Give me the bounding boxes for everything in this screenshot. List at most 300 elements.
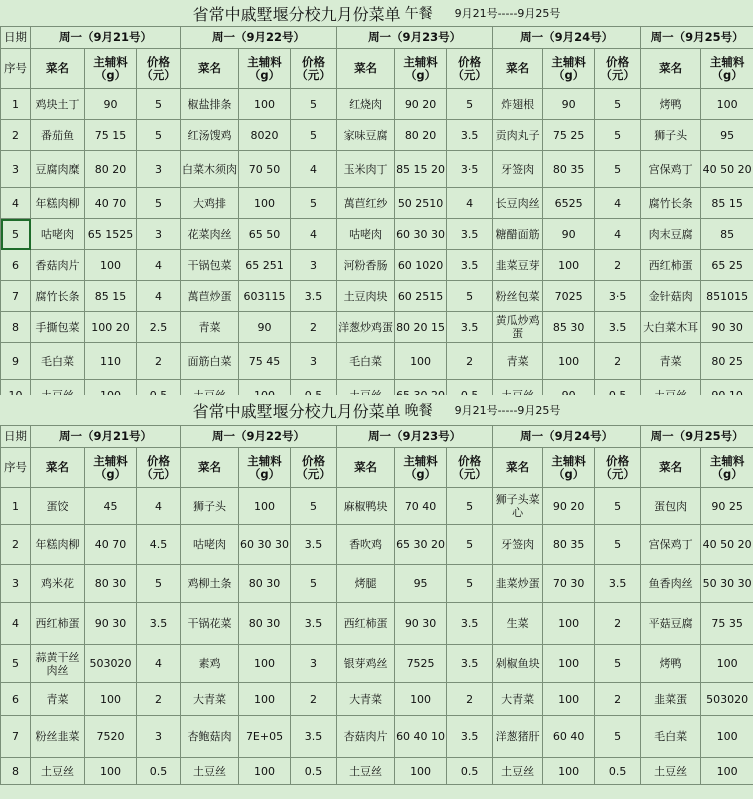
- price-cell[interactable]: 0.5: [291, 758, 337, 785]
- price-cell[interactable]: 2: [595, 343, 641, 380]
- ingredient-cell[interactable]: 65 251: [239, 250, 291, 281]
- price-cell[interactable]: 5: [595, 151, 641, 188]
- ingredient-cell[interactable]: 85 15: [701, 188, 753, 219]
- dish-cell[interactable]: 杏鲍菇肉: [181, 716, 239, 758]
- col-dish-header[interactable]: 菜名: [641, 448, 701, 488]
- col-dish-header[interactable]: 菜名: [31, 49, 85, 89]
- price-cell[interactable]: 5: [595, 525, 641, 565]
- ingredient-cell[interactable]: 100 20: [85, 312, 137, 343]
- col-price-header[interactable]: 价格（元）: [595, 448, 641, 488]
- ingredient-cell[interactable]: 65 25: [701, 250, 753, 281]
- col-ingredient-header[interactable]: 主辅料（g）: [543, 49, 595, 89]
- dish-cell[interactable]: 红烧肉: [337, 89, 395, 120]
- ingredient-cell[interactable]: 100: [701, 716, 753, 758]
- dish-cell[interactable]: 烤鸭: [641, 89, 701, 120]
- dish-cell[interactable]: 西红柿蛋: [337, 603, 395, 645]
- col-dish-header[interactable]: 菜名: [337, 49, 395, 89]
- seq-label[interactable]: 序号: [1, 49, 31, 89]
- col-dish-header[interactable]: 菜名: [641, 49, 701, 89]
- ingredient-cell[interactable]: 80 20: [395, 120, 447, 151]
- date-label[interactable]: 日期: [1, 426, 31, 448]
- price-cell[interactable]: 3.5: [137, 603, 181, 645]
- ingredient-cell[interactable]: 603115: [239, 281, 291, 312]
- ingredient-cell[interactable]: 85 15: [85, 281, 137, 312]
- dish-cell[interactable]: 干锅花菜: [181, 603, 239, 645]
- ingredient-cell[interactable]: 95: [701, 120, 753, 151]
- dish-cell[interactable]: 鱼香肉丝: [641, 565, 701, 603]
- row-number[interactable]: 7: [1, 281, 31, 312]
- ingredient-cell[interactable]: 70 50: [239, 151, 291, 188]
- ingredient-cell[interactable]: 80 20: [85, 151, 137, 188]
- dish-cell[interactable]: 蛋包肉: [641, 488, 701, 525]
- row-number[interactable]: 8: [1, 758, 31, 785]
- dish-cell[interactable]: 毛白菜: [31, 343, 85, 380]
- lunch-table: [0, 26, 753, 411]
- ingredient-cell[interactable]: 50 30 30: [701, 565, 753, 603]
- row-number[interactable]: 4: [1, 603, 31, 645]
- dish-cell[interactable]: 玉米肉丁: [337, 151, 395, 188]
- dish-cell[interactable]: 大青菜: [493, 683, 543, 716]
- dish-cell[interactable]: 狮子头菜心: [493, 488, 543, 525]
- price-cell[interactable]: 5: [447, 525, 493, 565]
- ingredient-cell[interactable]: 40 70: [85, 525, 137, 565]
- price-cell[interactable]: 5: [595, 89, 641, 120]
- dish-cell[interactable]: 土豆丝: [337, 758, 395, 785]
- ingredient-cell[interactable]: 7025: [543, 281, 595, 312]
- ingredient-cell[interactable]: 60 30 30: [239, 525, 291, 565]
- price-cell[interactable]: 3: [137, 716, 181, 758]
- dish-cell[interactable]: 家味豆腐: [337, 120, 395, 151]
- dish-cell[interactable]: 狮子头: [181, 488, 239, 525]
- day-header[interactable]: 周一（9月22号）: [181, 426, 337, 448]
- dish-cell[interactable]: 韭菜蛋: [641, 683, 701, 716]
- ingredient-cell[interactable]: 75 35: [701, 603, 753, 645]
- col-ingredient-header[interactable]: 主辅料（g）: [701, 448, 753, 488]
- price-cell[interactable]: 4: [137, 488, 181, 525]
- ingredient-cell[interactable]: 60 40 10: [395, 716, 447, 758]
- day-header[interactable]: 周一（9月22号）: [181, 27, 337, 49]
- row-number[interactable]: 1: [1, 488, 31, 525]
- dish-cell[interactable]: 萬苣炒蛋: [181, 281, 239, 312]
- price-cell[interactable]: 5: [595, 645, 641, 683]
- dish-cell[interactable]: 牙签肉: [493, 525, 543, 565]
- dish-cell[interactable]: 剁椒鱼块: [493, 645, 543, 683]
- price-cell[interactable]: 3.5: [447, 120, 493, 151]
- ingredient-cell[interactable]: 90 30: [395, 603, 447, 645]
- dish-cell[interactable]: 素鸡: [181, 645, 239, 683]
- ingredient-cell[interactable]: 90: [543, 89, 595, 120]
- ingredient-cell[interactable]: 80 30: [239, 565, 291, 603]
- dish-cell[interactable]: 鸡柳土条: [181, 565, 239, 603]
- dish-cell[interactable]: 生菜: [493, 603, 543, 645]
- price-cell[interactable]: 5: [137, 565, 181, 603]
- price-cell[interactable]: 3.5: [447, 603, 493, 645]
- date-label[interactable]: 日期: [1, 27, 31, 49]
- ingredient-cell[interactable]: 80 30: [85, 565, 137, 603]
- ingredient-cell[interactable]: 100: [543, 603, 595, 645]
- col-dish-header[interactable]: 菜名: [181, 448, 239, 488]
- dish-cell[interactable]: 椒盐排条: [181, 89, 239, 120]
- dish-cell[interactable]: 大青菜: [337, 683, 395, 716]
- dish-cell[interactable]: 狮子头: [641, 120, 701, 151]
- price-cell[interactable]: 3.5: [595, 565, 641, 603]
- dish-cell[interactable]: 年糕肉柳: [31, 525, 85, 565]
- row-number[interactable]: 2: [1, 525, 31, 565]
- ingredient-cell[interactable]: 100: [85, 758, 137, 785]
- dish-cell[interactable]: 糖醋面筋: [493, 219, 543, 250]
- row-number[interactable]: 6: [1, 683, 31, 716]
- price-cell[interactable]: 4: [137, 645, 181, 683]
- price-cell[interactable]: 5: [137, 120, 181, 151]
- col-ingredient-header[interactable]: 主辅料（g）: [543, 448, 595, 488]
- row-number[interactable]: 7: [1, 716, 31, 758]
- dish-cell[interactable]: 土豆肉块: [337, 281, 395, 312]
- ingredient-cell[interactable]: 7E+05: [239, 716, 291, 758]
- ingredient-cell[interactable]: 60 40: [543, 716, 595, 758]
- dish-cell[interactable]: 麻椒鸭块: [337, 488, 395, 525]
- price-cell[interactable]: 5: [447, 281, 493, 312]
- ingredient-cell[interactable]: 60 1020: [395, 250, 447, 281]
- ingredient-cell[interactable]: 80 20 15: [395, 312, 447, 343]
- ingredient-cell[interactable]: 503020: [701, 683, 753, 716]
- dish-cell[interactable]: 腐竹长条: [31, 281, 85, 312]
- dish-cell[interactable]: 韭菜炒蛋: [493, 565, 543, 603]
- seq-label[interactable]: 序号: [1, 448, 31, 488]
- price-cell[interactable]: 5: [447, 565, 493, 603]
- dish-cell[interactable]: 烤鸭: [641, 645, 701, 683]
- table-row: [1, 120, 753, 151]
- dish-cell[interactable]: 青菜: [493, 343, 543, 380]
- price-cell[interactable]: 5: [447, 488, 493, 525]
- ingredient-cell[interactable]: 40 70: [85, 188, 137, 219]
- row-number[interactable]: 4: [1, 188, 31, 219]
- ingredient-cell[interactable]: 90 25: [701, 488, 753, 525]
- dish-cell[interactable]: 花菜肉丝: [181, 219, 239, 250]
- ingredient-cell[interactable]: 100: [701, 645, 753, 683]
- dish-cell[interactable]: 鸡块土丁: [31, 89, 85, 120]
- col-price-header[interactable]: 价格（元）: [137, 448, 181, 488]
- price-cell[interactable]: 2: [447, 683, 493, 716]
- dish-cell[interactable]: 白菜木须肉: [181, 151, 239, 188]
- ingredient-cell[interactable]: 100: [543, 645, 595, 683]
- dish-cell[interactable]: 炸翅根: [493, 89, 543, 120]
- dish-cell[interactable]: 毛白菜: [641, 716, 701, 758]
- dish-cell[interactable]: 手撕包菜: [31, 312, 85, 343]
- ingredient-cell[interactable]: 7520: [85, 716, 137, 758]
- price-cell[interactable]: 5: [595, 716, 641, 758]
- col-dish-header[interactable]: 菜名: [493, 49, 543, 89]
- col-ingredient-header[interactable]: 主辅料（g）: [395, 49, 447, 89]
- col-price-header[interactable]: 价格（元）: [595, 49, 641, 89]
- ingredient-cell[interactable]: 100: [543, 683, 595, 716]
- price-cell[interactable]: 5: [291, 188, 337, 219]
- ingredient-cell[interactable]: 65 50: [239, 219, 291, 250]
- price-cell[interactable]: 5: [137, 89, 181, 120]
- col-dish-header[interactable]: 菜名: [31, 448, 85, 488]
- dish-cell[interactable]: 鸡米花: [31, 565, 85, 603]
- dish-cell[interactable]: 洋葱猪肝: [493, 716, 543, 758]
- row-number[interactable]: 3: [1, 151, 31, 188]
- price-cell[interactable]: 2: [447, 343, 493, 380]
- row-number[interactable]: 3: [1, 565, 31, 603]
- dish-cell[interactable]: 粉丝包菜: [493, 281, 543, 312]
- dish-cell[interactable]: 豆腐肉糜: [31, 151, 85, 188]
- dish-cell[interactable]: 咕咾肉: [181, 525, 239, 565]
- dish-cell[interactable]: 洋葱炒鸡蛋: [337, 312, 395, 343]
- price-cell[interactable]: 3.5: [291, 716, 337, 758]
- ingredient-cell[interactable]: 100: [701, 89, 753, 120]
- dish-cell[interactable]: 宫保鸡丁: [641, 525, 701, 565]
- ingredient-cell[interactable]: 90: [543, 219, 595, 250]
- ingredient-cell[interactable]: 65 30 20: [395, 525, 447, 565]
- ingredient-cell[interactable]: 851015: [701, 281, 753, 312]
- ingredient-cell[interactable]: 50 2510: [395, 188, 447, 219]
- day-header[interactable]: 周一（9月25号）: [641, 27, 753, 49]
- row-number[interactable]: 5: [1, 219, 31, 250]
- dish-cell[interactable]: 腐竹长条: [641, 188, 701, 219]
- dish-cell[interactable]: 西红柿蛋: [641, 250, 701, 281]
- ingredient-cell[interactable]: 75 45: [239, 343, 291, 380]
- price-cell[interactable]: 3.5: [447, 716, 493, 758]
- price-cell[interactable]: 2: [291, 312, 337, 343]
- dish-cell[interactable]: 粉丝韭菜: [31, 716, 85, 758]
- ingredient-cell[interactable]: 100: [85, 250, 137, 281]
- ingredient-cell[interactable]: 80 25: [701, 343, 753, 380]
- price-cell[interactable]: 2: [137, 343, 181, 380]
- dish-cell[interactable]: 西红柿蛋: [31, 603, 85, 645]
- dish-cell[interactable]: 长豆肉丝: [493, 188, 543, 219]
- price-cell[interactable]: 2: [291, 683, 337, 716]
- price-cell[interactable]: 3.5: [447, 250, 493, 281]
- dish-cell[interactable]: 年糕肉柳: [31, 188, 85, 219]
- ingredient-cell[interactable]: 45: [85, 488, 137, 525]
- ingredient-cell[interactable]: 85 15 20: [395, 151, 447, 188]
- ingredient-cell[interactable]: 100: [395, 343, 447, 380]
- ingredient-cell[interactable]: 100: [239, 758, 291, 785]
- col-price-header[interactable]: 价格（元）: [447, 448, 493, 488]
- day-header[interactable]: 周一（9月24号）: [493, 426, 641, 448]
- price-cell[interactable]: 3: [291, 250, 337, 281]
- dish-cell[interactable]: 烤腿: [337, 565, 395, 603]
- dish-cell[interactable]: 萬苣红纱: [337, 188, 395, 219]
- col-ingredient-header[interactable]: 主辅料（g）: [85, 49, 137, 89]
- dish-cell[interactable]: 青菜: [641, 343, 701, 380]
- price-cell[interactable]: 4: [137, 250, 181, 281]
- ingredient-cell[interactable]: 100: [543, 758, 595, 785]
- dish-cell[interactable]: 黄瓜炒鸡蛋: [493, 312, 543, 343]
- price-cell[interactable]: 5: [447, 89, 493, 120]
- dish-cell[interactable]: 土豆丝: [31, 758, 85, 785]
- ingredient-cell[interactable]: 100: [239, 488, 291, 525]
- price-cell[interactable]: 3.5: [291, 281, 337, 312]
- price-cell[interactable]: 5: [291, 89, 337, 120]
- price-cell[interactable]: 2: [595, 250, 641, 281]
- dish-cell[interactable]: 青菜: [181, 312, 239, 343]
- col-ingredient-header[interactable]: 主辅料（g）: [395, 448, 447, 488]
- ingredient-cell[interactable]: 100: [701, 758, 753, 785]
- ingredient-cell[interactable]: 6525: [543, 188, 595, 219]
- dish-cell[interactable]: 大青菜: [181, 683, 239, 716]
- price-cell[interactable]: 3.5: [595, 312, 641, 343]
- dish-cell[interactable]: 金针菇肉: [641, 281, 701, 312]
- price-cell[interactable]: 4: [137, 281, 181, 312]
- row-number[interactable]: 9: [1, 343, 31, 380]
- dish-cell[interactable]: 番茄鱼: [31, 120, 85, 151]
- price-cell[interactable]: 4: [291, 219, 337, 250]
- ingredient-cell[interactable]: 100: [395, 758, 447, 785]
- price-cell[interactable]: 3·5: [447, 151, 493, 188]
- ingredient-cell[interactable]: 90: [239, 312, 291, 343]
- price-cell[interactable]: 4: [595, 188, 641, 219]
- dish-cell[interactable]: 贡肉丸子: [493, 120, 543, 151]
- price-cell[interactable]: 4.5: [137, 525, 181, 565]
- dish-cell[interactable]: 银芽鸡丝: [337, 645, 395, 683]
- row-number[interactable]: 5: [1, 645, 31, 683]
- col-price-header[interactable]: 价格（元）: [137, 49, 181, 89]
- price-cell[interactable]: 5: [291, 488, 337, 525]
- col-ingredient-header[interactable]: 主辅料（g）: [85, 448, 137, 488]
- ingredient-cell[interactable]: 110: [85, 343, 137, 380]
- day-header[interactable]: 周一（9月23号）: [337, 27, 493, 49]
- ingredient-cell[interactable]: 90: [85, 89, 137, 120]
- price-cell[interactable]: 4: [595, 219, 641, 250]
- price-cell[interactable]: 0.5: [447, 758, 493, 785]
- col-dish-header[interactable]: 菜名: [181, 49, 239, 89]
- price-cell[interactable]: 3.5: [447, 645, 493, 683]
- col-price-header[interactable]: 价格（元）: [291, 49, 337, 89]
- ingredient-cell[interactable]: 100: [85, 683, 137, 716]
- dish-cell[interactable]: 大白菜木耳: [641, 312, 701, 343]
- price-cell[interactable]: 3.5: [447, 219, 493, 250]
- ingredient-cell[interactable]: 90 20: [543, 488, 595, 525]
- price-cell[interactable]: 2: [137, 683, 181, 716]
- ingredient-cell[interactable]: 100: [239, 683, 291, 716]
- day-header[interactable]: 周一（9月24号）: [493, 27, 641, 49]
- dish-cell[interactable]: 青菜: [31, 683, 85, 716]
- price-cell[interactable]: 3.5: [291, 603, 337, 645]
- dish-cell[interactable]: 平菇豆腐: [641, 603, 701, 645]
- row-number[interactable]: 1: [1, 89, 31, 120]
- price-cell[interactable]: 5: [291, 120, 337, 151]
- dish-cell[interactable]: 干锅包菜: [181, 250, 239, 281]
- row-number[interactable]: 6: [1, 250, 31, 281]
- col-price-header[interactable]: 价格（元）: [291, 448, 337, 488]
- dish-cell[interactable]: 土豆丝: [181, 758, 239, 785]
- price-cell[interactable]: 5: [595, 120, 641, 151]
- ingredient-cell[interactable]: 100: [395, 683, 447, 716]
- dish-cell[interactable]: 面筋白菜: [181, 343, 239, 380]
- day-header[interactable]: 周一（9月21号）: [31, 426, 181, 448]
- price-cell[interactable]: 4: [447, 188, 493, 219]
- day-header[interactable]: 周一（9月25号）: [641, 426, 753, 448]
- price-cell[interactable]: 2: [595, 603, 641, 645]
- dish-cell[interactable]: 蛋饺: [31, 488, 85, 525]
- price-cell[interactable]: 3: [137, 219, 181, 250]
- ingredient-cell[interactable]: 65 1525: [85, 219, 137, 250]
- price-cell[interactable]: 3: [137, 151, 181, 188]
- ingredient-cell[interactable]: 95: [395, 565, 447, 603]
- dish-cell[interactable]: 香吹鸡: [337, 525, 395, 565]
- col-dish-header[interactable]: 菜名: [493, 448, 543, 488]
- dish-cell[interactable]: 红汤馊鸡: [181, 120, 239, 151]
- dish-cell[interactable]: 毛白菜: [337, 343, 395, 380]
- price-cell[interactable]: 5: [291, 565, 337, 603]
- dish-cell[interactable]: 蒜黄干丝肉丝: [31, 645, 85, 683]
- ingredient-cell[interactable]: 80 30: [239, 603, 291, 645]
- price-cell[interactable]: 3.5: [447, 312, 493, 343]
- price-cell[interactable]: 0.5: [137, 758, 181, 785]
- ingredient-cell[interactable]: 60 2515: [395, 281, 447, 312]
- price-cell[interactable]: 3: [291, 343, 337, 380]
- dish-cell[interactable]: 牙签肉: [493, 151, 543, 188]
- price-cell[interactable]: 3: [291, 645, 337, 683]
- ingredient-cell[interactable]: 100: [543, 343, 595, 380]
- dish-cell[interactable]: 香菇肉片: [31, 250, 85, 281]
- ingredient-cell[interactable]: 85 30: [543, 312, 595, 343]
- price-cell[interactable]: 2.5: [137, 312, 181, 343]
- price-cell[interactable]: 3·5: [595, 281, 641, 312]
- col-ingredient-header[interactable]: 主辅料（g）: [239, 448, 291, 488]
- col-dish-header[interactable]: 菜名: [337, 448, 395, 488]
- dish-cell[interactable]: 土豆丝: [641, 758, 701, 785]
- ingredient-cell[interactable]: 100: [239, 188, 291, 219]
- dish-cell[interactable]: 咕咾肉: [337, 219, 395, 250]
- ingredient-cell[interactable]: 40 50 20: [701, 525, 753, 565]
- ingredient-cell[interactable]: 8020: [239, 120, 291, 151]
- price-cell[interactable]: 2: [595, 683, 641, 716]
- dish-cell[interactable]: 韭菜豆芽: [493, 250, 543, 281]
- ingredient-cell[interactable]: 90 30: [701, 312, 753, 343]
- table-row: [1, 565, 753, 603]
- col-ingredient-header[interactable]: 主辅料（g）: [701, 49, 753, 89]
- ingredient-cell[interactable]: 80 35: [543, 151, 595, 188]
- ingredient-cell[interactable]: 100: [543, 250, 595, 281]
- ingredient-cell[interactable]: 40 50 20: [701, 151, 753, 188]
- ingredient-cell[interactable]: 100: [239, 645, 291, 683]
- col-price-header[interactable]: 价格（元）: [447, 49, 493, 89]
- row-number[interactable]: 8: [1, 312, 31, 343]
- day-header[interactable]: 周一（9月23号）: [337, 426, 493, 448]
- price-cell[interactable]: 5: [595, 488, 641, 525]
- ingredient-cell[interactable]: 7525: [395, 645, 447, 683]
- ingredient-cell[interactable]: 70 40: [395, 488, 447, 525]
- price-cell[interactable]: 4: [291, 151, 337, 188]
- col-ingredient-header[interactable]: 主辅料（g）: [239, 49, 291, 89]
- dish-cell[interactable]: 咕咾肉: [31, 219, 85, 250]
- ingredient-cell[interactable]: 100: [239, 89, 291, 120]
- price-cell[interactable]: 3.5: [291, 525, 337, 565]
- ingredient-cell[interactable]: 90 30: [85, 603, 137, 645]
- ingredient-cell[interactable]: 60 30 30: [395, 219, 447, 250]
- ingredient-cell[interactable]: 85: [701, 219, 753, 250]
- ingredient-cell[interactable]: 75 15: [85, 120, 137, 151]
- dish-cell[interactable]: 杏菇肉片: [337, 716, 395, 758]
- ingredient-cell[interactable]: 75 25: [543, 120, 595, 151]
- row-number[interactable]: 2: [1, 120, 31, 151]
- dish-cell[interactable]: 宫保鸡丁: [641, 151, 701, 188]
- dish-cell[interactable]: 河粉香肠: [337, 250, 395, 281]
- dish-cell[interactable]: 土豆丝: [493, 758, 543, 785]
- dish-cell[interactable]: 大鸡排: [181, 188, 239, 219]
- day-header[interactable]: 周一（9月21号）: [31, 27, 181, 49]
- ingredient-cell[interactable]: 70 30: [543, 565, 595, 603]
- dish-cell[interactable]: 肉末豆腐: [641, 219, 701, 250]
- ingredient-cell[interactable]: 503020: [85, 645, 137, 683]
- price-cell[interactable]: 5: [137, 188, 181, 219]
- ingredient-cell[interactable]: 80 35: [543, 525, 595, 565]
- ingredient-cell[interactable]: 90 20: [395, 89, 447, 120]
- price-cell[interactable]: 0.5: [595, 758, 641, 785]
